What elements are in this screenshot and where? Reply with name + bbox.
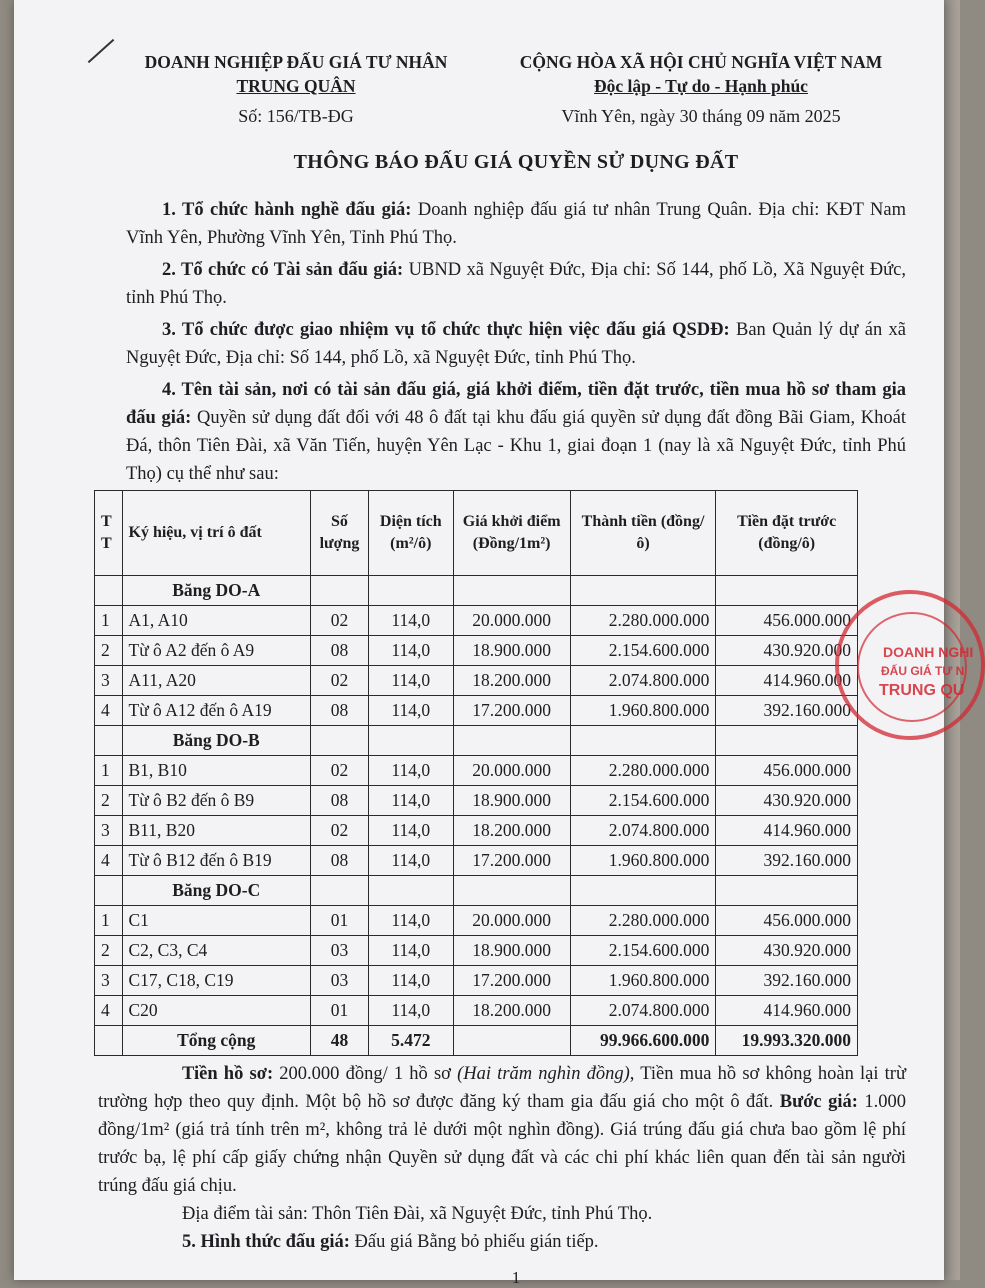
cell-deposit: 456.000.000 [716, 606, 858, 636]
cell-quantity: 02 [310, 756, 368, 786]
empty-cell [95, 1026, 123, 1056]
empty-cell [95, 576, 123, 606]
cell-start-price: 18.900.000 [453, 636, 570, 666]
cell-amount: 2.074.800.000 [570, 666, 716, 696]
step-label: Bước giá: [779, 1092, 858, 1112]
empty-cell [716, 576, 858, 606]
cell-quantity: 08 [310, 636, 368, 666]
cell-quantity: 02 [310, 666, 368, 696]
cell-amount: 2.074.800.000 [570, 996, 716, 1026]
section-3 [126, 316, 906, 372]
cell-lot-code: Từ ô B2 đến ô B9 [122, 786, 310, 816]
table-body [95, 576, 858, 1056]
cell-lot-code: C17, C18, C19 [122, 966, 310, 996]
org-line2: TRUNG QUÂN [236, 76, 356, 96]
table-header-row [95, 491, 858, 576]
empty-cell [716, 876, 858, 906]
empty-cell [570, 726, 716, 756]
cell-area: 114,0 [369, 696, 454, 726]
cell-amount: 2.280.000.000 [570, 606, 716, 636]
section-3-text: Ban Quản lý dự án xã Nguyệt Đức, Địa chỉ: Số 144, phố Lồ, xã Nguyệt Đức, tỉnh Phú Thọ. [126, 320, 906, 368]
place-date: Vĩnh Yên, ngày 30 tháng 09 năm 2025 [561, 106, 841, 126]
cell-index: 2 [95, 786, 123, 816]
section-3-label: 3. Tổ chức được giao nhiệm vụ tổ chức thực hiện việc đấu giá QSDĐ: [162, 320, 730, 340]
cell-area: 114,0 [369, 756, 454, 786]
empty-cell [570, 576, 716, 606]
empty-cell [570, 876, 716, 906]
table-row [95, 936, 858, 966]
fee-rest: , Tiền mua hồ sơ không hoàn lại trừ trường hợp theo quy định. Một bộ hồ sơ được đăng ký tham gia đấu giá cho một ô đất. [98, 1064, 906, 1112]
page-number: 1 [511, 1268, 521, 1287]
document-meta [126, 106, 906, 127]
section-4-label: 4. Tên tài sản, nơi có tài sản đấu giá, giá khởi điểm, tiền đặt trước, tiền mua hồ sơ tham gia đấu giá: [126, 380, 906, 428]
cell-index: 1 [95, 906, 123, 936]
table-row [95, 696, 858, 726]
table-row [95, 786, 858, 816]
section-2 [126, 256, 906, 312]
header-start-price: Giá khởi điểm (Đồng/1m²) [453, 491, 570, 576]
empty-cell [310, 576, 368, 606]
fee-label: Tiền hồ sơ: [182, 1064, 274, 1084]
cell-quantity: 02 [310, 606, 368, 636]
empty-cell [310, 726, 368, 756]
cell-area: 114,0 [369, 636, 454, 666]
cell-amount: 2.280.000.000 [570, 906, 716, 936]
cell-index: 3 [95, 816, 123, 846]
cell-lot-code: B11, B20 [122, 816, 310, 846]
table-row [95, 996, 858, 1026]
auction-table [94, 490, 858, 1056]
cell-lot-code: A1, A10 [122, 606, 310, 636]
cell-quantity: 01 [310, 996, 368, 1026]
table-row [95, 606, 858, 636]
cell-deposit: 456.000.000 [716, 906, 858, 936]
cell-deposit: 430.920.000 [716, 786, 858, 816]
empty-cell [453, 1026, 570, 1056]
cell-deposit: 414.960.000 [716, 666, 858, 696]
cell-lot-code: Từ ô B12 đến ô B19 [122, 846, 310, 876]
nation-line1: CỘNG HÒA XÃ HỘI CHỦ NGHĨA VIỆT NAM [519, 52, 883, 72]
cell-amount: 1.960.800.000 [570, 846, 716, 876]
cell-area: 114,0 [369, 936, 454, 966]
cell-start-price: 17.200.000 [453, 696, 570, 726]
section-5-label: 5. Hình thức đấu giá: [182, 1232, 350, 1252]
empty-cell [716, 726, 858, 756]
document-header [126, 50, 906, 98]
cell-index: 1 [95, 606, 123, 636]
fee-paragraph [98, 1060, 906, 1200]
empty-cell [369, 726, 454, 756]
section-2-label: 2. Tổ chức có Tài sản đấu giá: [162, 260, 404, 280]
stamp-line2: ĐẤU GIÁ TƯ N [881, 664, 965, 678]
cell-deposit: 392.160.000 [716, 696, 858, 726]
header-lot-code: Ký hiệu, vị trí ô đất [122, 491, 310, 576]
doc-number: Số: 156/TB-ĐG [238, 106, 354, 126]
cell-deposit: 392.160.000 [716, 846, 858, 876]
total-amount: 99.966.600.000 [570, 1026, 716, 1056]
org-line1: DOANH NGHIỆP ĐẤU GIÁ TƯ NHÂN [144, 52, 448, 72]
total-area: 5.472 [369, 1026, 454, 1056]
cell-index: 4 [95, 846, 123, 876]
stamp-line1: DOANH NGHI [883, 644, 974, 660]
cell-lot-code: Từ ô A2 đến ô A9 [122, 636, 310, 666]
total-count: 48 [310, 1026, 368, 1056]
total-label: Tổng cộng [122, 1026, 310, 1056]
cell-amount: 2.154.600.000 [570, 636, 716, 666]
document-page [14, 0, 944, 1287]
cell-amount: 2.280.000.000 [570, 756, 716, 786]
cell-deposit: 456.000.000 [716, 756, 858, 786]
cell-deposit: 392.160.000 [716, 966, 858, 996]
cell-amount: 2.074.800.000 [570, 816, 716, 846]
empty-cell [369, 876, 454, 906]
section-1-label: 1. Tổ chức hành nghề đấu giá: [162, 200, 412, 220]
cell-area: 114,0 [369, 996, 454, 1026]
table-row [95, 906, 858, 936]
cell-area: 114,0 [369, 906, 454, 936]
header-quantity: Số lượng [310, 491, 368, 576]
cell-amount: 1.960.800.000 [570, 696, 716, 726]
section-2-text: UBND xã Nguyệt Đức, Địa chỉ: Số 144, phố Lồ, Xã Nguyệt Đức, tỉnh Phú Thọ. [126, 260, 906, 308]
cell-lot-code: C1 [122, 906, 310, 936]
empty-cell [453, 576, 570, 606]
empty-cell [95, 726, 123, 756]
cell-lot-code: C2, C3, C4 [122, 936, 310, 966]
cell-start-price: 20.000.000 [453, 906, 570, 936]
table-row [95, 666, 858, 696]
cell-lot-code: Từ ô A12 đến ô A19 [122, 696, 310, 726]
cell-area: 114,0 [369, 966, 454, 996]
cell-start-price: 18.900.000 [453, 936, 570, 966]
cell-quantity: 08 [310, 696, 368, 726]
group-label: Băng DO-B [122, 726, 310, 756]
empty-cell [369, 576, 454, 606]
section-4-text: Quyền sử dụng đất đối với 48 ô đất tại khu đấu giá quyền sử dụng đất đồng Bãi Giam, Khoát Đá, thôn Tiên Đài, xã Văn Tiến, huyện Yên Lạc - Khu 1, giai đoạn 1 (nay là xã Nguyệt Đức, tỉnh Phú Thọ) cụ thể như sau: [126, 408, 906, 484]
group-label: Băng DO-C [122, 876, 310, 906]
cell-index: 2 [95, 936, 123, 966]
table-row [95, 846, 858, 876]
cell-index: 4 [95, 996, 123, 1026]
cell-quantity: 03 [310, 936, 368, 966]
cell-area: 114,0 [369, 846, 454, 876]
group-row [95, 576, 858, 606]
cell-start-price: 20.000.000 [453, 606, 570, 636]
section-5-text: Đấu giá Bằng bỏ phiếu gián tiếp. [349, 1232, 599, 1252]
empty-cell [95, 876, 123, 906]
cell-quantity: 01 [310, 906, 368, 936]
header-tt: T T [95, 491, 123, 576]
cell-quantity: 08 [310, 846, 368, 876]
cell-area: 114,0 [369, 816, 454, 846]
cell-deposit: 430.920.000 [716, 636, 858, 666]
cell-deposit: 414.960.000 [716, 816, 858, 846]
cell-index: 4 [95, 696, 123, 726]
cell-lot-code: B1, B10 [122, 756, 310, 786]
stamp-line3: TRUNG QU [879, 682, 965, 699]
pen-mark [88, 39, 115, 63]
cell-index: 1 [95, 756, 123, 786]
section-1-text: Doanh nghiệp đấu giá tư nhân Trung Quân. Địa chỉ: KĐT Nam Vĩnh Yên, Phường Vĩnh Yên, Tỉnh Phú Thọ. [126, 200, 906, 248]
document-title: THÔNG BÁO ĐẤU GIÁ QUYỀN SỬ DỤNG ĐẤT [293, 151, 739, 173]
cell-start-price: 17.200.000 [453, 846, 570, 876]
empty-cell [453, 876, 570, 906]
cell-lot-code: C20 [122, 996, 310, 1026]
total-row [95, 1026, 858, 1056]
header-deposit: Tiền đặt trước (đồng/ô) [716, 491, 858, 576]
table-row [95, 816, 858, 846]
group-row [95, 726, 858, 756]
header-area: Diện tích (m²/ô) [369, 491, 454, 576]
table-row [95, 966, 858, 996]
empty-cell [310, 876, 368, 906]
cell-start-price: 20.000.000 [453, 756, 570, 786]
empty-cell [453, 726, 570, 756]
cell-lot-code: A11, A20 [122, 666, 310, 696]
cell-start-price: 18.200.000 [453, 666, 570, 696]
cell-index: 3 [95, 966, 123, 996]
cell-deposit: 414.960.000 [716, 996, 858, 1026]
cell-start-price: 18.900.000 [453, 786, 570, 816]
organization-heading [126, 50, 466, 98]
fee-value: 200.000 đồng/ 1 hồ sơ [273, 1064, 458, 1084]
cell-area: 114,0 [369, 606, 454, 636]
cell-amount: 1.960.800.000 [570, 966, 716, 996]
cell-quantity: 02 [310, 816, 368, 846]
group-label: Băng DO-A [122, 576, 310, 606]
header-amount: Thành tiền (đồng/ô) [570, 491, 716, 576]
nation-motto: Độc lập - Tự do - Hạnh phúc [594, 76, 808, 96]
cell-amount: 2.154.600.000 [570, 786, 716, 816]
section-5 [98, 1228, 906, 1256]
total-deposit: 19.993.320.000 [716, 1026, 858, 1056]
nation-heading [496, 50, 906, 98]
cell-start-price: 18.200.000 [453, 816, 570, 846]
section-1 [126, 196, 906, 252]
cell-quantity: 08 [310, 786, 368, 816]
cell-index: 2 [95, 636, 123, 666]
section-4 [126, 376, 906, 488]
group-row [95, 876, 858, 906]
location-line: Địa điểm tài sản: Thôn Tiên Đài, xã Nguyệt Đức, tỉnh Phú Thọ. [182, 1204, 653, 1224]
step-text: 1.000 đồng/1m² (giá trả tính trên m², không trả lẻ dưới một nghìn đồng). Giá trúng đấu giá chưa bao gồm lệ phí trước bạ, lệ phí cấp giấy chứng nhận Quyền sử dụng đất và các chi phí khác liên quan đến tài sản người trúng đấu giá chịu. [98, 1092, 907, 1196]
document-body [98, 50, 907, 1288]
table-row [95, 636, 858, 666]
cell-area: 114,0 [369, 786, 454, 816]
cell-index: 3 [95, 666, 123, 696]
cell-deposit: 430.920.000 [716, 936, 858, 966]
cell-start-price: 17.200.000 [453, 966, 570, 996]
table-row [95, 756, 858, 786]
cell-quantity: 03 [310, 966, 368, 996]
cell-amount: 2.154.600.000 [570, 936, 716, 966]
red-seal-stamp [835, 590, 985, 740]
fee-words: (Hai trăm nghìn đồng) [457, 1064, 630, 1084]
cell-area: 114,0 [369, 666, 454, 696]
cell-start-price: 18.200.000 [453, 996, 570, 1026]
